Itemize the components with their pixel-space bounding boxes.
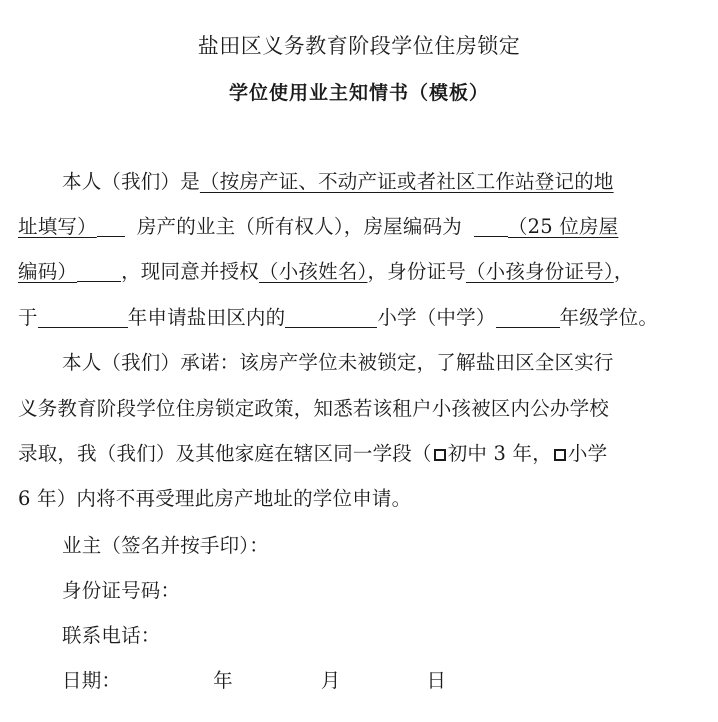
para1-text: 房产的业主（所有权人），房屋编码为 — [136, 215, 462, 238]
para1-line4 — [18, 304, 700, 332]
para2-line4: 6 年）内将不再受理此房产地址的学位申请。 — [18, 487, 412, 510]
phone-field: 联系电话： — [62, 624, 161, 647]
para1-text: 本人（我们）是 — [62, 170, 200, 193]
para2-line3 — [18, 440, 700, 468]
para1-text: 年级学位。 — [559, 306, 659, 329]
address-instruction-cont: 址填写） — [18, 215, 97, 238]
para1-line3 — [18, 258, 700, 286]
primary-school-checkbox[interactable] — [554, 449, 566, 461]
para2-line2: 义务教育阶段学位住房锁定政策，知悉若该租户小孩被区内公办学校 — [18, 397, 610, 420]
date-month-label: 月 — [320, 669, 341, 692]
date-day-label: 日 — [426, 669, 447, 692]
house-code-blank[interactable] — [474, 214, 508, 237]
child-id-field[interactable]: （小孩身份证号） — [465, 260, 614, 283]
date-year-label: 年 — [213, 669, 233, 692]
para1-text: ，身份证号 — [367, 260, 466, 283]
para1-text: 年申请盐田区内的 — [127, 306, 286, 329]
junior-high-label: 初中 3 年， — [447, 442, 552, 465]
school-blank[interactable] — [285, 305, 377, 328]
house-code-instruction: （25 位房屋 — [507, 215, 619, 238]
junior-high-checkbox[interactable] — [434, 449, 446, 461]
year-blank[interactable] — [38, 305, 128, 328]
date-field — [62, 667, 718, 695]
para1-text: ，现同意并授权 — [121, 260, 260, 283]
house-code-blank-2[interactable] — [77, 259, 121, 282]
para1-line1 — [62, 168, 718, 196]
para1-text: 于 — [18, 306, 38, 329]
para2-line1: 本人（我们）承诺：该房产学位未被锁定，了解盐田区全区实行 — [62, 351, 614, 374]
para1-text: 小学（中学） — [377, 306, 496, 329]
date-label: 日期： — [62, 669, 122, 692]
para1-text: ， — [613, 260, 634, 283]
document-title: 盐田区义务教育阶段学位住房锁定 — [197, 34, 521, 58]
address-instruction: （按房产证、不动产证或者社区工作站登记的地 — [199, 170, 614, 193]
document-subtitle: 学位使用业主知情书（模板） — [228, 82, 489, 104]
para2-text: 录取，我（我们）及其他家庭在辖区同一学段（ — [18, 442, 432, 465]
owner-signature-field: 业主（签名并按手印）： — [62, 534, 269, 557]
id-number-field: 身份证号码： — [62, 579, 181, 602]
para1-line2 — [18, 213, 700, 241]
grade-blank[interactable] — [496, 305, 560, 328]
house-code-instruction-cont: 编码） — [18, 260, 78, 283]
child-name-field[interactable]: （小孩姓名） — [259, 260, 368, 283]
address-blank[interactable] — [97, 214, 125, 237]
primary-school-label: 小学 — [567, 442, 608, 465]
